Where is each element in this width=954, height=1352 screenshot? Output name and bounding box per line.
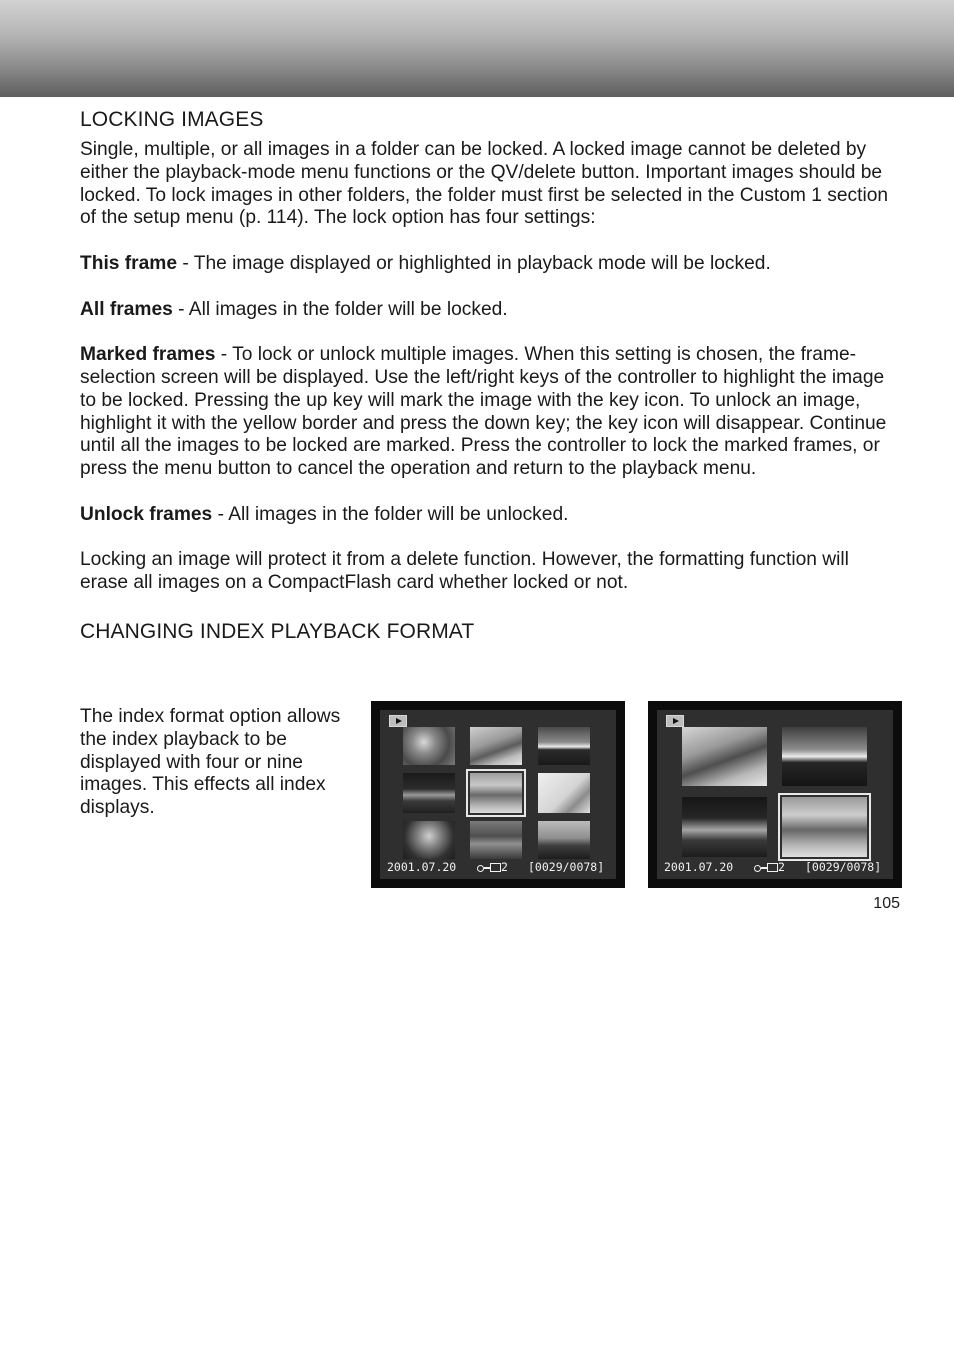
thumbnail-surfer: [470, 727, 522, 765]
lock-print-indicator: [754, 860, 785, 874]
locking-intro: Single, multiple, or all images in a folder can be locked. A locked image cannot be deleted by either the playback-mode menu functions or the QV/delete button. Important images should be locked. To lock images in other folders, the folder must first be selected in the Custom 1 section of the setup menu (p. 114). The lock option has four settings:: [80, 139, 889, 229]
thumbnail-child: [403, 727, 455, 765]
option-desc: - To lock or unlock multiple images. When this setting is chosen, the frame-selection screen will be displayed. Use the left/right keys of the controller to highlight the image to be locked. Pressing the up key will mark the image with the key icon. To unlock an image, highlight it with the yellow border and press the down key; the key icon will disappear. Continue until all the images to be locked are marked. Press the controller to lock the marked frames, or press the menu button to cancel the operation and return to the playback menu.: [80, 344, 887, 480]
option-marked-frames: [80, 344, 902, 481]
option-term: Unlock frames: [80, 503, 213, 525]
date-display: 2001.07.20: [387, 860, 457, 874]
key-icon: [754, 864, 766, 872]
option-this-frame: [80, 253, 902, 276]
status-row: [380, 860, 616, 876]
option-unlock-frames: [80, 504, 902, 527]
lock-print-indicator: [477, 860, 508, 874]
locking-note: Locking an image will protect it from a delete function. However, the formatting function will erase all images on a CompactFlash card whether locked or not.: [80, 549, 849, 594]
main-content: [80, 107, 902, 645]
thumbnail-surfer: [682, 727, 767, 786]
index-format-title: CHANGING INDEX PLAYBACK FORMAT: [80, 619, 475, 643]
header-bar: [0, 0, 954, 97]
frame-counter: [0029/0078]: [805, 860, 882, 874]
lcd-display: [657, 710, 893, 879]
print-count: 2: [778, 860, 785, 874]
date-display: 2001.07.20: [664, 860, 734, 874]
thumbnail-coast-selected[interactable]: [782, 797, 867, 857]
option-term: This frame: [80, 252, 178, 274]
option-term: Marked frames: [80, 344, 216, 366]
key-icon: [477, 864, 489, 872]
print-count: 2: [501, 860, 508, 874]
thumbnail-sunset: [782, 727, 867, 786]
thumbnail-landscape: [470, 821, 522, 859]
locking-images-title: LOCKING IMAGES: [80, 108, 264, 131]
lcd-display: [380, 710, 616, 879]
option-desc: - All images in the folder will be unlocked.: [212, 503, 569, 525]
thumbnail-portrait: [403, 821, 455, 859]
thumbnail-cathedral: [538, 821, 590, 859]
thumbnail-sunset: [538, 727, 590, 765]
print-icon: [767, 863, 778, 872]
index-format-text: The index format option allows the index playback to be displayed with four or nine images. This effects all index displays.: [80, 706, 341, 819]
option-desc: - The image displayed or highlighted in playback mode will be locked.: [177, 252, 771, 274]
option-all-frames: [80, 299, 902, 322]
thumbnail-city-night: [682, 797, 767, 857]
index-screen-nine: [371, 701, 625, 888]
option-desc: - All images in the folder will be locked.: [172, 298, 508, 320]
option-term: All frames: [80, 298, 173, 320]
playback-icon: [389, 715, 407, 727]
page-number: 105: [873, 895, 900, 912]
index-screen-four: [648, 701, 902, 888]
thumbnail-city-night: [403, 773, 455, 813]
thumbnail-coast-selected[interactable]: [470, 773, 522, 813]
status-row: [657, 860, 893, 876]
playback-icon: [666, 715, 684, 727]
thumbnail-document: [538, 773, 590, 813]
print-icon: [490, 863, 501, 872]
frame-counter: [0029/0078]: [528, 860, 605, 874]
